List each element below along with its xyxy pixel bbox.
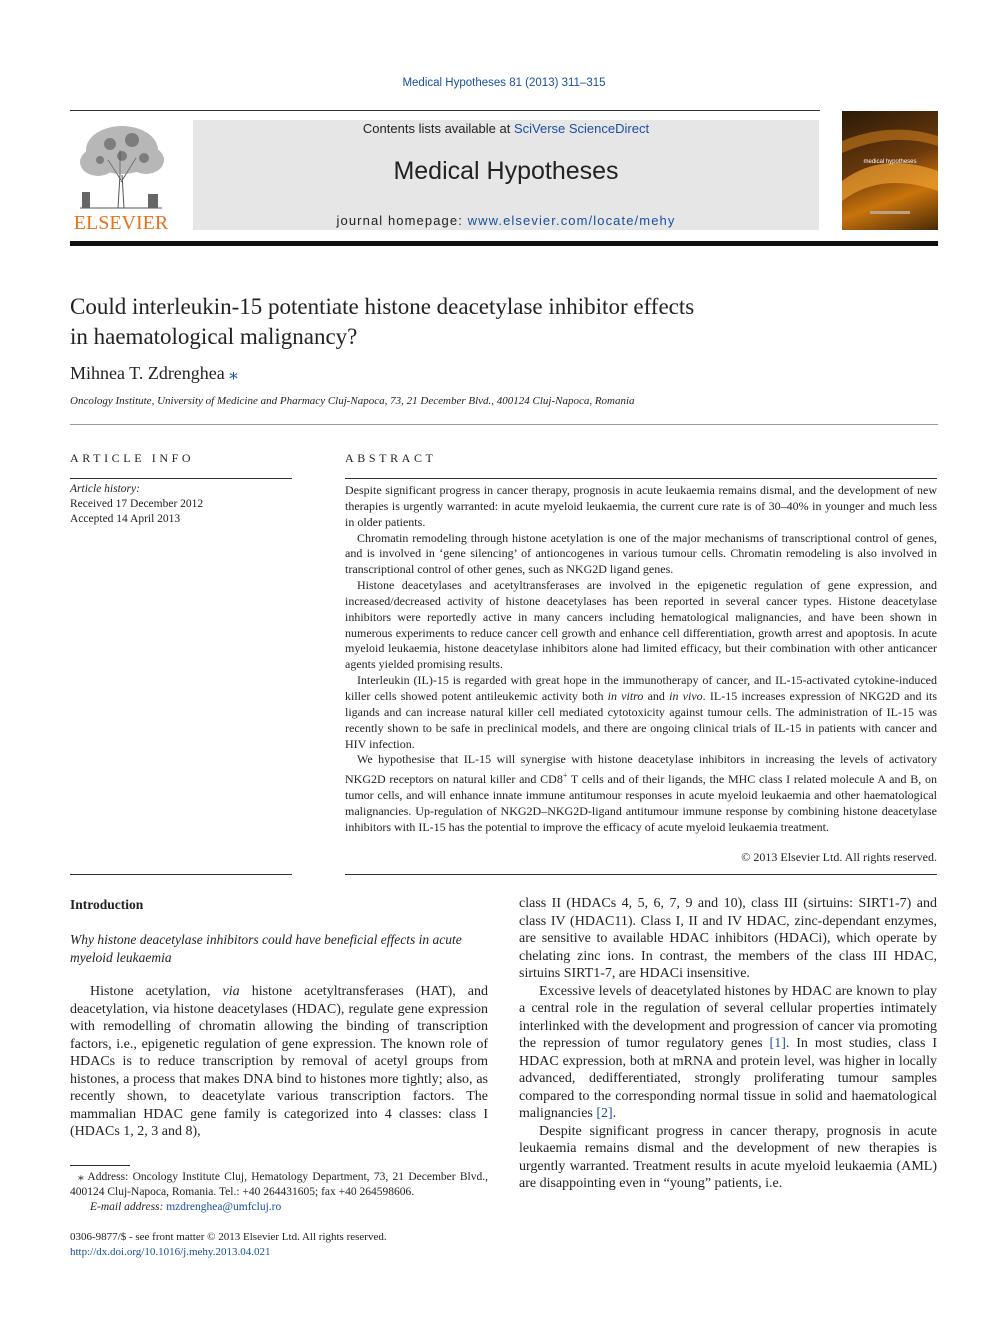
article-info-rule xyxy=(70,478,292,479)
affiliation: Oncology Institute, University of Medicine and Pharmacy Cluj-Napoca, 73, 21 December Blvd., 400124 Cluj-Napoca, Romania xyxy=(70,395,635,407)
body-paragraph: class II (HDACs 4, 5, 6, 7, 9 and 10), class III (sirtuins: SIRT1-7) and class IV (HDAC11). Class I, II and IV HDAC, zinc-dependant enzymes, are sensitive to available HDAC inhibitors (HDACi), which operate by chelating zinc ions. In contrast, the members of the class III HDAC, sirtuins SIRT1-7, are HDACi insensitive. xyxy=(519,896,937,981)
received-date: Received 17 December 2012 xyxy=(70,498,204,510)
header-thick-rule xyxy=(70,241,938,246)
body-paragraph: Excessive levels of deacetylated histones by HDAC are known to play a central role in the regulation of several cellular properties intimately interlinked with the development and progression of cancer via promoting the repression of tumor regulatory genes [1]. In most studies, class I HDAC expression, both at mRNA and protein level, was higher in locally advanced, dedifferentiated, strongly proliferating tumour samples compared to the corresponding normal tissue in solid and haematological malignancies [2]. xyxy=(519,983,937,1121)
author-name: Mihnea T. Zdrenghea xyxy=(70,363,225,383)
author-line xyxy=(70,363,238,384)
abstract-body xyxy=(345,483,937,836)
title-rule xyxy=(70,424,938,425)
abstract-bottom-rule xyxy=(345,874,937,875)
abstract-paragraph: Chromatin remodeling through histone acetylation is one of the major mechanisms of transcriptional control of genes, and is involved in ‘gene silencing’ of antioncogenes in various tumour cells. Chromatin remodeling is also involved in transcriptional control of other genes, such as NKG2D ligand genes. xyxy=(345,530,937,577)
accepted-date: Accepted 14 April 2013 xyxy=(70,513,181,525)
introduction-subheading: Why histone deacetylase inhibitors could have beneficial effects in acute myeloid leukaemia xyxy=(70,932,462,965)
abstract-heading: ABSTRACT xyxy=(345,451,437,465)
elsevier-logo[interactable] xyxy=(70,120,172,234)
abstract-paragraph: We hypothesise that IL-15 will synergise with histone deacetylase inhibitors in increasing the levels of activatory NKG2D receptors on natural killer and CD8+ T cells and of their ligands, the MHC class I related molecule A and B, on tumor cells, and will enhance innate immune antitumour responses in acute myeloid leukaemia and other haematological malignancies. Up-regulation of NKG2D–NKG2D-ligand antitumour immune response by combining histone deacetylase inhibitors with IL-15 has the potential to improve the efficacy of acute myeloid leukaemia treatment. xyxy=(345,752,937,834)
article-info-bottom-rule xyxy=(70,874,292,875)
contents-line xyxy=(193,121,819,136)
journal-cover-image[interactable] xyxy=(842,111,938,230)
author-footnote xyxy=(70,1170,488,1215)
reference-link-2[interactable]: [2] xyxy=(596,1106,613,1121)
introduction-heading: Introduction xyxy=(70,897,144,912)
corresponding-author-link[interactable]: ⁎ xyxy=(229,364,238,383)
contents-prefix: Contents lists available at xyxy=(362,121,514,136)
reference-link-1[interactable]: [1] xyxy=(769,1036,786,1051)
issn-line: 0306-9877/$ - see front matter © 2013 Elsevier Ltd. All rights reserved. xyxy=(70,1231,387,1243)
abstract-rule xyxy=(345,478,937,479)
cover-art-icon xyxy=(842,111,938,230)
journal-title: Medical Hypotheses xyxy=(393,157,619,185)
header-rule xyxy=(70,110,820,111)
email-link[interactable]: mzdrenghea@umfcluj.ro xyxy=(166,1201,282,1213)
footnote-address: ⁎ Address: Oncology Institute Cluj, Hematology Department, 73, 21 December Blvd., 400124 Cluj-Napoca, Romania. Tel.: +40 264431605; fax +40 264598606. xyxy=(70,1171,488,1198)
front-matter xyxy=(70,1230,387,1260)
footnote-email: E-mail address: mzdrenghea@umfcluj.ro xyxy=(90,1201,282,1213)
abstract-paragraph: Histone deacetylases and acetyltransferases are involved in the epigenetic regulation of gene expression, and increased/decreased activity of histone deacetylases has been reported in several cancer types. Histone deacetylase inhibitors were reportedly active in many cancers including hematological malignancies, and have been shown in numerous experiments to reduce cancer cell growth and enhance cell differentiation, growth arrest and apoptosis. In acute myeloid leukaemia, histone deacetylase inhibitors alone had limited efficacy, but their combination with other anticancer agents yielded promising results. xyxy=(345,578,937,672)
body-paragraph: Histone acetylation, via histone acetyltransferases (HAT), and deacetylation, via histone deacetylases (HDAC), regulate gene expression with remodelling of chromatin allowing the binding of transcription factors, i.e., epigenetic regulation of gene expression. The known role of HDACs is to reduce transcription by removal of acetyl groups from histones, a process that makes DNA bind to histones more tightly; also, as recently shown, to deacetylate various transcription factors. The mammalian HDAC gene family is categorized into 4 classes: class I (HDACs 1, 2, 3 and 8), xyxy=(70,984,488,1139)
elsevier-wordmark: ELSEVIER xyxy=(73,212,169,234)
journal-citation[interactable]: Medical Hypotheses 81 (2013) 311–315 xyxy=(402,77,606,89)
body-right-column xyxy=(519,895,937,1193)
homepage-prefix: journal homepage: xyxy=(336,213,468,228)
cover-title: medical hypotheses xyxy=(863,159,917,165)
title-line-1: Could interleukin-15 potentiate histone deacetylase inhibitor effects xyxy=(70,294,695,319)
abstract-paragraph: Interleukin (IL)-15 is regarded with great hope in the immunotherapy of cancer, and IL-15-activated cytokine-induced killer cells showed potent antileukemic activity both in vitro and in vivo. IL-15 increases expression of NKG2D and its ligands and can increase natural killer cell mediated cytotoxicity against tumour cells. The administration of IL-15 was recently shown to be safe in preclinical models, and there are ongoing clinical trials of IL-15 in patients with cancer and HIV infection. xyxy=(345,673,937,751)
body-left-column xyxy=(70,983,488,1141)
body-paragraph: Despite significant progress in cancer therapy, prognosis in acute leukaemia remains dismal and the development of new therapies is urgently warranted. Treatment results in acute myeloid leukaemia (AML) are disappointing even in “young” patients, i.e. xyxy=(519,1123,937,1191)
sciencedirect-link[interactable]: SciVerse ScienceDirect xyxy=(513,121,650,136)
article-title xyxy=(70,292,890,352)
title-line-2: in haematological malignancy? xyxy=(70,324,358,349)
homepage-link[interactable]: www.elsevier.com/locate/mehy xyxy=(467,213,676,228)
elsevier-tree-icon xyxy=(70,120,172,234)
doi-link[interactable]: http://dx.doi.org/10.1016/j.mehy.2013.04.021 xyxy=(70,1246,271,1258)
footnote-rule xyxy=(70,1165,130,1166)
article-history xyxy=(70,482,203,527)
abstract-copyright: © 2013 Elsevier Ltd. All rights reserved. xyxy=(741,850,937,864)
history-label: Article history: xyxy=(70,483,140,495)
article-info-heading: ARTICLE INFO xyxy=(70,451,195,465)
journal-homepage xyxy=(193,213,819,228)
abstract-paragraph: Despite significant progress in cancer therapy, prognosis in acute leukaemia remains dismal, and the development of new therapies is urgently warranted: in acute myeloid leukaemia, the current cure rate is of 30–40% in younger and much less in older patients. xyxy=(345,483,937,529)
